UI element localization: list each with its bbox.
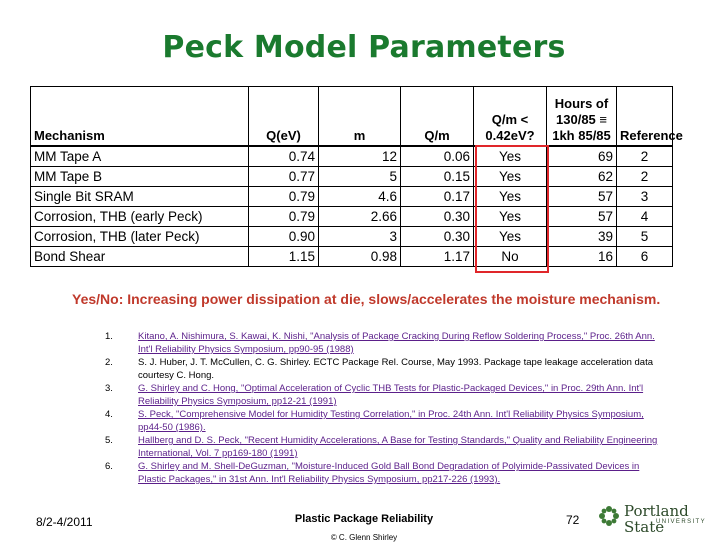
header-reference: Reference: [617, 87, 673, 146]
cell-q-over-m: 0.15: [401, 166, 474, 186]
cell-q-ev: 0.79: [249, 206, 319, 226]
cell-reference: 2: [617, 166, 673, 186]
cell-m: 4.6: [319, 186, 401, 206]
logo-name: Portland State: [624, 502, 689, 536]
reference-item: [105, 330, 665, 356]
reference-item: [105, 356, 665, 382]
footer-title: Plastic Package Reliability: [294, 513, 434, 525]
cell-q-over-m: 0.30: [401, 226, 474, 246]
table-header-row: [31, 87, 673, 146]
cell-hours: 62: [547, 166, 617, 186]
table-row: [31, 166, 673, 186]
cell-threshold: Yes: [474, 206, 547, 226]
cell-mechanism: Bond Shear: [31, 246, 249, 266]
reference-link[interactable]: G. Shirley and M. Shell-DeGuzman, "Moisture-Induced Gold Ball Bond Degradation of Polyimide-Passivated Devices in Plastic Packages," in 31st Ann. Int'l Reliability Physics Symposium, pp217-226 (1993).: [138, 461, 640, 485]
cell-q-ev: 0.90: [249, 226, 319, 246]
cell-q-ev: 1.15: [249, 246, 319, 266]
cell-threshold: Yes: [474, 186, 547, 206]
cell-reference: 4: [617, 206, 673, 226]
cell-q-over-m: 0.06: [401, 146, 474, 167]
header-q-ev: Q(eV): [249, 87, 319, 146]
cell-mechanism: Corrosion, THB (early Peck): [31, 206, 249, 226]
cell-reference: 6: [617, 246, 673, 266]
cell-hours: 57: [547, 186, 617, 206]
reference-number: 4.: [105, 409, 113, 420]
reference-number: 3.: [105, 383, 113, 394]
cell-m: 12: [319, 146, 401, 167]
peck-parameters-table: [30, 86, 683, 267]
university-logo: [598, 502, 710, 536]
cell-threshold: Yes: [474, 146, 547, 167]
cell-reference: 3: [617, 186, 673, 206]
reference-link[interactable]: S. Peck, "Comprehensive Model for Humidity Testing Correlation," in Proc. 24th Ann. Int'l Reliability Physics Symposium, pp44-50 (1986).: [138, 409, 644, 433]
cell-q-ev: 0.74: [249, 146, 319, 167]
cell-m: 2.66: [319, 206, 401, 226]
slide-title: Peck Model Parameters: [162, 30, 566, 65]
reference-link[interactable]: G. Shirley and C. Hong, "Optimal Acceleration of Cyclic THB Tests for Plastic-Packaged Devices," in Proc. 29th Ann. Int'l Reliability Physics Symposium, pp12-21 (1991): [138, 383, 644, 407]
reference-number: 6.: [105, 461, 113, 472]
reference-link[interactable]: Kitano, A. Nishimura, S. Kawai, K. Nishi, "Analysis of Package Cracking During Reflow Soldering Process," Proc. 26th Ann. Int'l Reliability Physics Symposium, pp90-95 (1988): [138, 331, 655, 355]
cell-q-over-m: 0.17: [401, 186, 474, 206]
reference-number: 5.: [105, 435, 113, 446]
cell-threshold: Yes: [474, 166, 547, 186]
cell-reference: 2: [617, 146, 673, 167]
logo-subtitle: UNIVERSITY: [656, 519, 707, 525]
cell-m: 3: [319, 226, 401, 246]
table-row: [31, 146, 673, 167]
table-row: [31, 226, 673, 246]
cell-q-ev: 0.79: [249, 186, 319, 206]
reference-number: 2.: [105, 357, 113, 368]
cell-m: 0.98: [319, 246, 401, 266]
reference-text: S. J. Huber, J. T. McCullen, C. G. Shirley. ECTC Package Rel. Course, May 1993. Package tape leakage acceleration data courtesy C. Hong.: [138, 357, 654, 381]
yes-no-note: Yes/No: Increasing power dissipation at die, slows/accelerates the moisture mechanism.: [72, 291, 661, 307]
header-q-over-m: Q/m: [401, 87, 474, 146]
reference-link[interactable]: Hallberg and D. S. Peck, "Recent Humidity Accelerations, A Base for Testing Standards," Quality and Reliability Engineering International, Vol. 7 pp169-180 (1991): [138, 435, 658, 459]
reference-number: 1.: [105, 331, 113, 342]
cell-hours: 16: [547, 246, 617, 266]
footer-copyright: © C. Glenn Shirley: [330, 533, 398, 542]
table-row: [31, 246, 673, 266]
reference-item: [105, 434, 665, 460]
cell-mechanism: Single Bit SRAM: [31, 186, 249, 206]
cell-hours: 57: [547, 206, 617, 226]
cell-hours: 69: [547, 146, 617, 167]
header-q-over-m-threshold: Q/m < 0.42eV?: [474, 87, 547, 146]
cell-mechanism: MM Tape B: [31, 166, 249, 186]
cell-m: 5: [319, 166, 401, 186]
cell-q-over-m: 0.30: [401, 206, 474, 226]
cell-q-ev: 0.77: [249, 166, 319, 186]
cell-hours: 39: [547, 226, 617, 246]
table-row: [31, 206, 673, 226]
page-number: 72: [566, 513, 580, 527]
footer-date: 8/2-4/2011: [36, 515, 93, 529]
header-mechanism: Mechanism: [31, 87, 249, 146]
reference-list: [105, 330, 665, 486]
header-m: m: [319, 87, 401, 146]
cell-threshold: No: [474, 246, 547, 266]
cell-threshold: Yes: [474, 226, 547, 246]
cell-q-over-m: 1.17: [401, 246, 474, 266]
cell-reference: 5: [617, 226, 673, 246]
header-hours: Hours of 130/85 ≡ 1kh 85/85: [547, 87, 617, 146]
cell-mechanism: Corrosion, THB (later Peck): [31, 226, 249, 246]
reference-item: [105, 382, 665, 408]
reference-item: [105, 408, 665, 434]
cell-mechanism: MM Tape A: [31, 146, 249, 167]
reference-item: [105, 460, 665, 486]
table-row: [31, 186, 673, 206]
logo-mark-icon: [598, 505, 620, 527]
